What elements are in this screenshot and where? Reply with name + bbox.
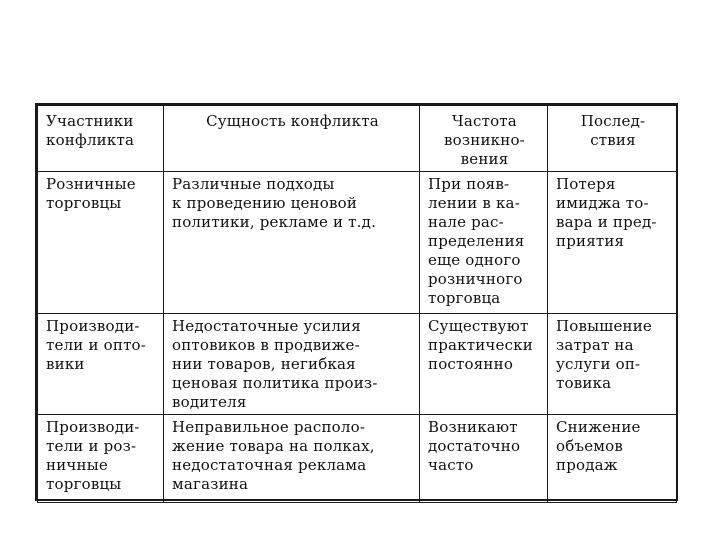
cell-participants: Розничные торговцы: [38, 172, 164, 314]
cell-consequences: Потеря имиджа то- вара и пред- приятия: [548, 172, 677, 314]
table-header-row: [38, 106, 677, 172]
cell-essence: Различные подходы к проведению ценовой политики, рекламе и т.д.: [164, 172, 420, 314]
cell-participants: Производи- тели и роз- ничные торговцы: [38, 415, 164, 503]
conflict-table-container: [35, 103, 678, 501]
header-frequency: Частота возникно- вения: [420, 106, 548, 172]
cell-essence: Неправильное располо- жение товара на полках, недостаточная реклама магазина: [164, 415, 420, 503]
cell-frequency: Возникают достаточно часто: [420, 415, 548, 503]
table-row: [38, 314, 677, 415]
cell-consequences: Повышение затрат на услуги оп- товика: [548, 314, 677, 415]
header-participants: Участники конфликта: [38, 106, 164, 172]
conflict-table: [37, 105, 677, 503]
table-row: [38, 415, 677, 503]
cell-frequency: При появ- лении в ка- нале рас- пределения еще одного розничного торговца: [420, 172, 548, 314]
header-consequences: Послед- ствия: [548, 106, 677, 172]
header-essence: Сущность конфликта: [164, 106, 420, 172]
cell-essence: Недостаточные усилия оптовиков в продвиже- нии товаров, негибкая ценовая политика произ- водителя: [164, 314, 420, 415]
cell-frequency: Существуют практически постоянно: [420, 314, 548, 415]
table-row: [38, 172, 677, 314]
cell-consequences: Снижение объемов продаж: [548, 415, 677, 503]
cell-participants: Производи- тели и опто- вики: [38, 314, 164, 415]
